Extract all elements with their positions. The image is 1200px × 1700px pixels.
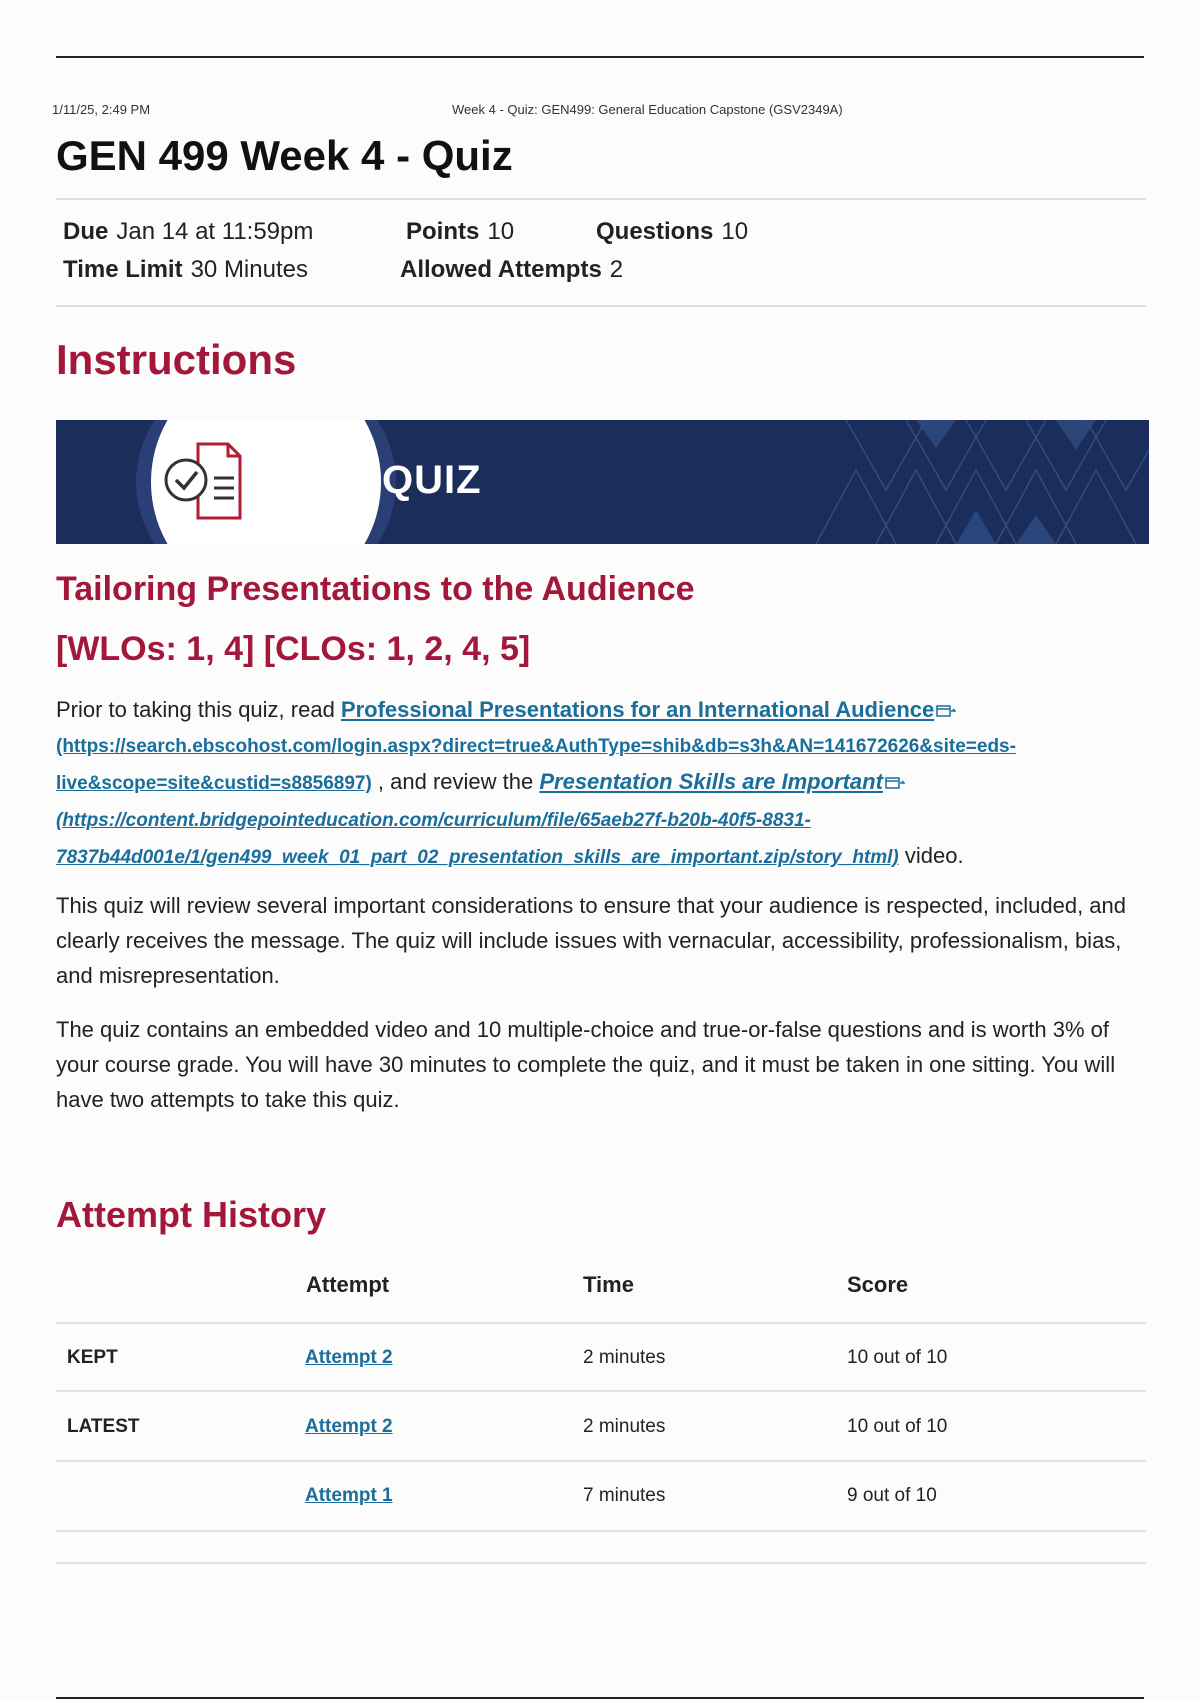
- video-url[interactable]: (https://content.bridgepointeducation.com/curriculum/file/65aeb27f-b20b-40f5-8831-: [56, 810, 811, 831]
- table-divider: [56, 1562, 1146, 1564]
- allowed-attempts: [400, 256, 623, 284]
- attempt-time: 2 minutes: [583, 1416, 666, 1437]
- print-date: 1/11/25, 2:49 PM: [52, 102, 151, 117]
- overview-paragraph: This quiz will review several important considerations to ensure that your audience is respected, included, and clearly receives the message. The quiz will include issues with vernacular, accessibility, professionalism, bias, and misrepresentation.: [56, 893, 1127, 988]
- row-tag: KEPT: [67, 1347, 118, 1368]
- time-limit-value: 30 Minutes: [190, 256, 308, 283]
- external-link-icon[interactable]: [936, 704, 956, 718]
- questions-value: 10: [721, 218, 749, 245]
- page-title: GEN 499 Week 4 - Quiz: [56, 132, 513, 179]
- video-url-cont[interactable]: 7837b44d001e/1/gen499_week_01_part_02_presentation_skills_are_important.zip/story_html): [56, 847, 899, 868]
- external-link-icon[interactable]: [885, 776, 905, 790]
- attempt-score: 9 out of 10: [847, 1485, 937, 1506]
- points-value: 10: [487, 218, 515, 245]
- banner-label: QUIZ: [382, 458, 482, 502]
- quiz-banner: [56, 420, 1149, 544]
- quiz-document-check-icon: [156, 438, 246, 524]
- print-doc-title: Week 4 - Quiz: GEN499: General Education Capstone (GSV2349A): [452, 102, 843, 117]
- intro-tail: video.: [898, 843, 964, 868]
- divider: [56, 305, 1146, 307]
- attempt-history-heading: Attempt History: [56, 1194, 327, 1235]
- col-header-time: Time: [583, 1272, 634, 1297]
- due-date: [63, 218, 313, 246]
- attempt-score: 10 out of 10: [847, 1416, 948, 1437]
- points-label: Points: [406, 218, 480, 245]
- learning-outcomes: [WLOs: 1, 4] [CLOs: 1, 2, 4, 5]: [56, 630, 531, 668]
- col-header-attempt: Attempt: [306, 1272, 390, 1297]
- due-label: Due: [63, 218, 109, 245]
- time-limit-label: Time Limit: [63, 256, 183, 283]
- grading-paragraph: The quiz contains an embedded video and 10 multiple-choice and true-or-false questions and is worth 3% of your course grade. You will have 30 minutes to complete the quiz, and it must be taken in one sitting. You will have two attempts to take this quiz.: [56, 1017, 1116, 1112]
- col-header-score: Score: [847, 1272, 909, 1297]
- questions-label: Questions: [596, 218, 714, 245]
- table-divider: [56, 1322, 1146, 1324]
- table-divider: [56, 1390, 1146, 1392]
- table-divider: [56, 1530, 1146, 1532]
- section-subheading: Tailoring Presentations to the Audience: [56, 570, 695, 608]
- intro-paragraph: [56, 692, 1146, 875]
- table-divider: [56, 1460, 1146, 1462]
- attempt-time: 7 minutes: [583, 1485, 666, 1506]
- attempt-time: 2 minutes: [583, 1347, 666, 1368]
- reading-url[interactable]: (https://search.ebscohost.com/login.aspx?direct=true&AuthType=shib&db=s3h&AN=141672626&site=eds-: [56, 736, 1016, 757]
- row-tag: LATEST: [67, 1416, 140, 1437]
- attempt-link[interactable]: Attempt 1: [305, 1485, 393, 1506]
- questions: [596, 218, 748, 246]
- print-header: [52, 102, 1144, 120]
- attempt-link[interactable]: Attempt 2: [305, 1416, 393, 1437]
- attempt-link[interactable]: Attempt 2: [305, 1347, 393, 1368]
- instructions-heading: Instructions: [56, 336, 297, 383]
- top-rule: [56, 56, 1144, 58]
- attempt-score: 10 out of 10: [847, 1347, 948, 1368]
- attempts-value: 2: [609, 256, 624, 283]
- time-limit: [63, 256, 308, 284]
- divider: [56, 198, 1146, 200]
- points: [406, 218, 514, 246]
- intro-lead: Prior to taking this quiz, read: [56, 697, 341, 722]
- intro-mid: , and review the: [371, 769, 540, 794]
- video-link[interactable]: Presentation Skills are Important: [539, 769, 883, 794]
- due-value: Jan 14 at 11:59pm: [116, 218, 314, 245]
- reading-link[interactable]: Professional Presentations for an International Audience: [340, 697, 935, 722]
- attempts-label: Allowed Attempts: [400, 256, 602, 283]
- reading-url-cont[interactable]: live&scope=site&custid=s8856897): [56, 773, 372, 794]
- bottom-rule: [56, 1697, 1144, 1699]
